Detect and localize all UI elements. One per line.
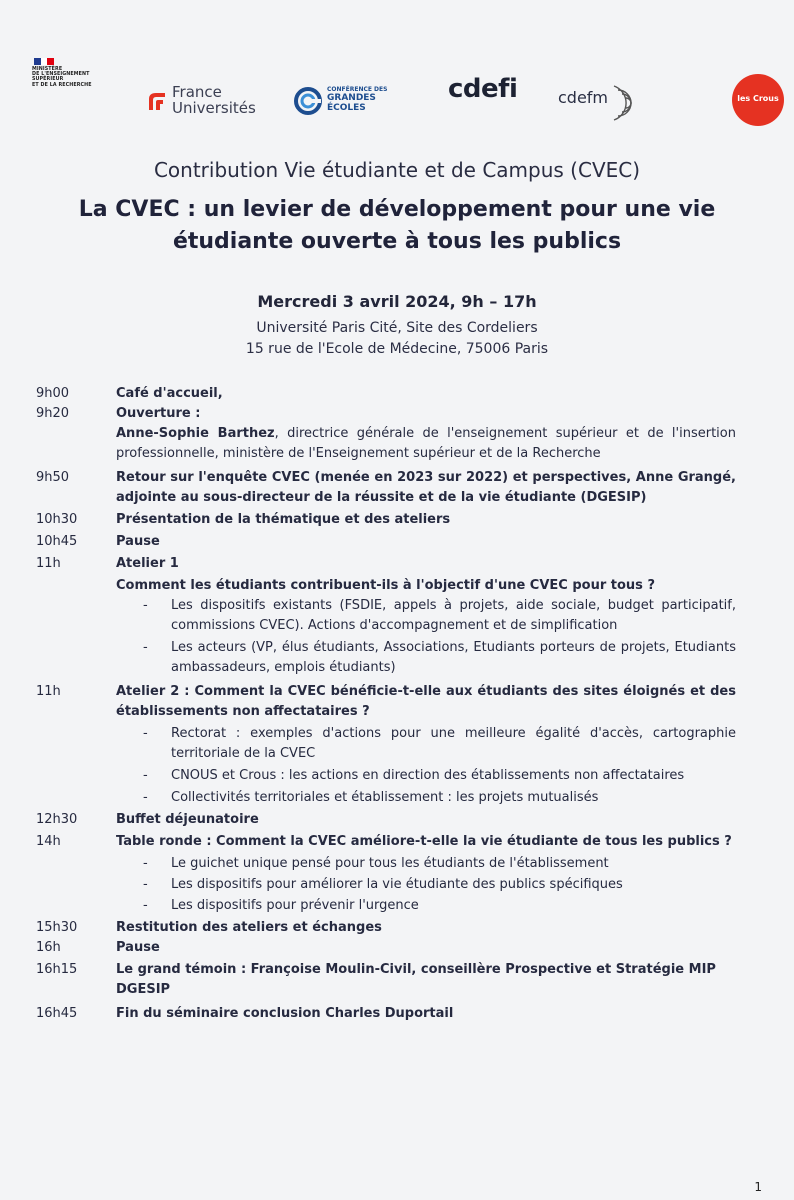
agenda-item	[36, 532, 736, 552]
agenda-text: Pause	[116, 534, 160, 549]
contribution-heading: Contribution Vie étudiante et de Campus (CVEC)	[153, 158, 641, 182]
agenda-item	[36, 918, 736, 938]
agenda-text: Buffet déjeunatoire	[116, 812, 259, 827]
cge-logo	[293, 84, 403, 124]
agenda-text: Le grand témoin : Françoise Moulin-Civil, conseillère Prospective et Stratégie MIP DGESIP	[116, 962, 716, 997]
list-item: - Collectivités territoriales et établissement : les projets mutualisés	[171, 788, 736, 808]
agenda-time: 11h	[36, 684, 61, 699]
agenda-time: 12h30	[36, 812, 78, 827]
agenda-text: Atelier 2 : Comment la CVEC bénéficie-t-elle aux étudiants des sites éloignés et des établissements non affectataires ?	[116, 684, 736, 719]
agenda-item	[36, 510, 736, 530]
french-flag-icon	[34, 58, 54, 65]
agenda-time: 14h	[36, 834, 61, 849]
cge-text: CONFÉRENCE DES GRANDES ÉCOLES	[327, 86, 388, 113]
agenda-item	[36, 938, 736, 958]
agenda-text	[116, 424, 736, 464]
agenda-item	[36, 404, 736, 424]
agenda-question: Comment les étudiants contribuent-ils à l'objectif d'une CVEC pour tous ?	[116, 578, 655, 593]
france-universites-icon	[146, 90, 168, 112]
agenda-time: 9h50	[36, 470, 70, 485]
crous-text: les Crous	[737, 94, 779, 103]
france-universites-logo	[146, 84, 276, 124]
agenda-time: 9h20	[36, 406, 70, 421]
list-item: - CNOUS et Crous : les actions en direction des établissements non affectataires	[171, 766, 736, 786]
ministere-logo	[32, 58, 132, 88]
cge-ring-icon	[293, 86, 323, 116]
cdefm-wordmark: cdefm	[558, 88, 609, 107]
agenda-text: Présentation de la thématique et des ateliers	[116, 512, 451, 527]
ministere-text: MINISTÈRE DE L'ENSEIGNEMENT SUPÉRIEUR ET DE LA RECHERCHE	[32, 67, 92, 88]
speaker-role: , directrice générale de l'enseignement supérieur et de l'insertion professionnelle, ministère de l'Enseignement supérieur et de la Recherche	[116, 426, 736, 461]
venue-line2: 15 rue de l'Ecole de Médecine, 75006 Paris	[245, 341, 549, 357]
agenda-time: 9h00	[36, 386, 70, 401]
venue-line1: Université Paris Cité, Site des Cordeliers	[256, 320, 538, 336]
logo-bar	[28, 58, 778, 138]
bullet-list	[116, 596, 736, 678]
cdefm-logo	[558, 80, 708, 130]
agenda-item	[36, 1004, 736, 1024]
event-date: Mercredi 3 avril 2024, 9h – 17h	[257, 292, 537, 311]
list-item: - Les dispositifs existants (FSDIE, appels à projets, aide sociale, budget participatif, commissions CVEC). Actions d'accompagnement et de simplification	[171, 596, 736, 636]
agenda-text: Retour sur l'enquête CVEC (menée en 2023 sur 2022) et perspectives, Anne Grangé, adjointe au sous-directeur de la réussite et de la vie étudiante (DGESIP)	[116, 470, 736, 505]
agenda-text: Table ronde : Comment la CVEC améliore-t-elle la vie étudiante de tous les publics ?	[116, 834, 732, 849]
agenda	[36, 384, 736, 1024]
cdefi-logo	[448, 74, 558, 124]
agenda-time: 16h45	[36, 1006, 78, 1021]
list-item: - Les acteurs (VP, élus étudiants, Associations, Etudiants porteurs de projets, Etudiants ambassadeurs, emplois étudiants)	[171, 638, 736, 678]
agenda-item	[36, 832, 736, 916]
cdefm-arcs-icon	[608, 80, 638, 126]
list-item: - Les dispositifs pour améliorer la vie étudiante des publics spécifiques	[171, 875, 736, 895]
agenda-text: Café d'accueil,	[116, 386, 223, 401]
agenda-text: Restitution des ateliers et échanges	[116, 920, 382, 935]
agenda-text: Atelier 1	[116, 556, 179, 571]
event-venue	[0, 318, 794, 360]
agenda-time: 10h45	[36, 534, 78, 549]
agenda-item	[36, 682, 736, 808]
bullet-list	[116, 724, 736, 808]
agenda-time: 16h	[36, 940, 61, 955]
agenda-item	[36, 554, 736, 678]
agenda-text: Ouverture :	[116, 406, 201, 421]
agenda-text: Pause	[116, 940, 160, 955]
agenda-time: 16h15	[36, 962, 78, 977]
agenda-item	[36, 384, 736, 404]
page-number: 1	[754, 1180, 762, 1194]
speaker-name: Anne-Sophie Barthez	[116, 426, 275, 441]
bullet-list	[116, 854, 736, 916]
agenda-text: Fin du séminaire conclusion Charles Duportail	[116, 1006, 454, 1021]
agenda-item	[36, 468, 736, 508]
agenda-item	[36, 960, 736, 1000]
fu-line2: Universités	[172, 99, 256, 117]
agenda-item	[36, 424, 736, 464]
agenda-time: 10h30	[36, 512, 78, 527]
crous-logo	[732, 74, 784, 126]
agenda-time: 11h	[36, 556, 61, 571]
list-item: - Le guichet unique pensé pour tous les étudiants de l'établissement	[171, 854, 736, 874]
list-item: - Rectorat : exemples d'actions pour une meilleure égalité d'accès, cartographie territoriale de la CVEC	[171, 724, 736, 764]
fu-line1: France	[172, 83, 222, 101]
agenda-item	[36, 810, 736, 830]
cdefi-wordmark: cdefi	[448, 74, 518, 104]
agenda-time: 15h30	[36, 920, 78, 935]
page-title: La CVEC : un levier de développement pour une vie étudiante ouverte à tous les publics	[78, 197, 716, 254]
list-item: - Les dispositifs pour prévenir l'urgence	[171, 896, 736, 916]
